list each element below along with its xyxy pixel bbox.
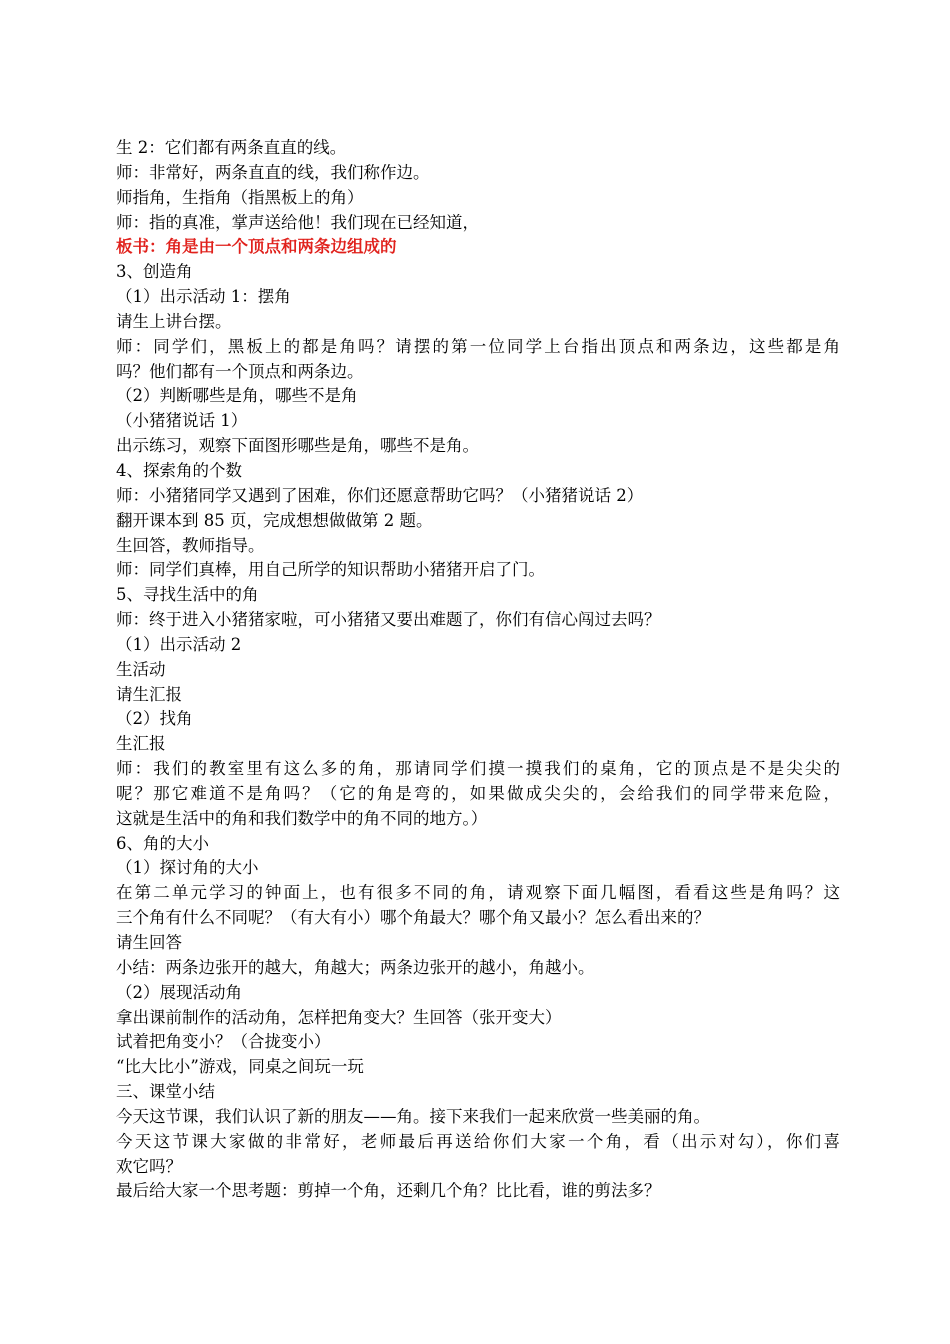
text-line: 请生汇报: [116, 684, 182, 704]
text-line: 生回答，教师指导。: [116, 535, 265, 555]
section-heading: 4、探索角的个数: [116, 460, 242, 480]
section-heading: 6、角的大小: [116, 833, 209, 853]
text-line: 请生回答: [116, 933, 182, 952]
text-line: 师：同学们真棒，用自己所学的知识帮助小猪猪开启了门。: [116, 560, 545, 580]
text-line: 最后给大家一个思考题：剪掉一个角，还剩几个角？比比看，谁的剪法多？: [116, 1181, 661, 1201]
text-line: 吗？他们都有一个顶点和两条边。: [116, 361, 364, 381]
text-line: 请生上讲台摆。: [116, 311, 232, 331]
section-heading: 3、创造角: [116, 262, 193, 282]
text-line: 试着把角变小？（合拢变小）: [116, 1032, 331, 1052]
text-line: 师：指的真准，掌声送给他！我们现在已经知道，: [116, 212, 479, 232]
text-line: “比大比小”游戏，同桌之间玩一玩: [116, 1057, 364, 1077]
section-heading: 5、寻找生活中的角: [116, 585, 259, 605]
text-line: 拿出课前制作的活动角，怎样把角变大？生回答（张开变大）: [116, 1007, 562, 1027]
text-line: （1）出示活动 2: [116, 634, 242, 654]
text-line: 师：我们的教室里有这么多的角，那请同学们摸一摸我们的桌角，它的顶点是不是尖尖的: [116, 759, 840, 779]
text-line: 生 2：它们都有两条直直的线。: [116, 138, 347, 157]
document-body: [116, 136, 840, 1204]
text-line: （小猪猪说话 1）: [116, 411, 248, 431]
text-line: 呢？那它难道不是角吗？（它的角是弯的，如果做成尖尖的，会给我们的同学带来危险，: [116, 783, 840, 803]
text-line: （2）找角: [116, 709, 193, 729]
text-line: 师：终于进入小猪猪家啦，可小猪猪又要出难题了，你们有信心闯过去吗？: [116, 610, 661, 630]
blackboard-note-heading: 板书：角是由一个顶点和两条边组成的: [116, 237, 397, 257]
text-line: 翻开课本到 85 页，完成想想做做第 2 题。: [116, 510, 433, 530]
text-line: （1）探讨角的大小: [116, 858, 259, 878]
text-line: （2）判断哪些是角，哪些不是角: [116, 386, 358, 406]
text-line: 师：小猪猪同学又遇到了困难，你们还愿意帮助它吗？（小猪猪说话 2）: [116, 485, 644, 505]
text-line: （1）出示活动 1：摆角: [116, 287, 291, 307]
text-line: 出示练习，观察下面图形哪些是角，哪些不是角。: [116, 436, 479, 456]
text-line: 生汇报: [116, 734, 166, 754]
text-line: 这就是生活中的角和我们数学中的角不同的地方。）: [116, 808, 488, 828]
text-line: 师指角，生指角（指黑板上的角）: [116, 187, 364, 207]
text-line: （2）展现活动角: [116, 982, 242, 1002]
text-line: 小结：两条边张开的越大，角越大；两条边张开的越小，角越小。: [116, 957, 595, 977]
section-heading: 三、课堂小结: [116, 1082, 215, 1102]
text-line: 三个角有什么不同呢？（有大有小）哪个角最大？哪个角又最小？怎么看出来的？: [116, 908, 710, 928]
text-line: 师：同学们，黑板上的都是角吗？请摆的第一位同学上台指出顶点和两条边，这些都是角: [116, 336, 840, 356]
text-line: 在第二单元学习的钟面上，也有很多不同的角，请观察下面几幅图，看看这些是角吗？这: [116, 883, 840, 903]
text-line: 师：非常好，两条直直的线，我们称作边。: [116, 162, 430, 182]
text-line: 欢它吗？: [116, 1156, 182, 1176]
text-line: 生活动: [116, 659, 166, 679]
text-line: 今天这节课大家做的非常好，老师最后再送给你们大家一个角，看（出示对勾），你们喜: [116, 1131, 840, 1151]
text-line: 今天这节课，我们认识了新的朋友——角。接下来我们一起来欣赏一些美丽的角。: [116, 1106, 710, 1126]
